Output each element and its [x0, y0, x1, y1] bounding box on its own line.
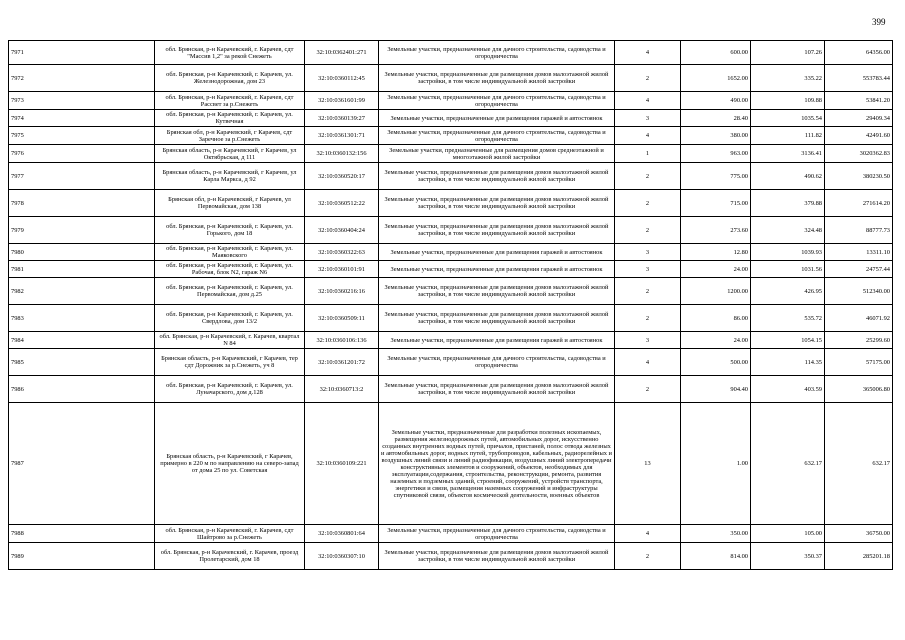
specific-value-cell: 426.95 — [751, 278, 825, 305]
specific-value-cell: 1054.15 — [751, 332, 825, 349]
land-use-cell: Земельные участки, предназначенные для размещения домов среднеэтажной и многоэтажной жилой застройки — [379, 145, 615, 163]
row-number: 7983 — [9, 305, 155, 332]
row-number: 7971 — [9, 41, 155, 65]
cadastral-value-cell: 13311.10 — [825, 244, 893, 261]
table-row — [9, 163, 893, 190]
cadastral-number-cell: 32:10:0360307:10 — [305, 543, 379, 570]
address-cell: Брянская обл, р-н Карачевский, г Карачев, сдт Заречное за р.Снежеть — [155, 127, 305, 145]
cadastral-value-cell: 36750.00 — [825, 525, 893, 543]
area-cell: 380.00 — [681, 127, 751, 145]
table-row — [9, 244, 893, 261]
row-number: 7985 — [9, 349, 155, 376]
table-row — [9, 65, 893, 92]
table-row — [9, 332, 893, 349]
land-use-cell: Земельные участки, предназначенные для размещения домов малоэтажной жилой застройки, в том числе индивидуальной жилой застройки — [379, 305, 615, 332]
cadastral-value-cell: 271614.20 — [825, 190, 893, 217]
cadastral-value-cell: 24757.44 — [825, 261, 893, 278]
area-cell: 963.00 — [681, 145, 751, 163]
use-code-cell: 3 — [615, 244, 681, 261]
address-cell: обл. Брянская, р-н Карачевский, г. Карачев, ул. Рабочая, блок N2, гараж N6 — [155, 261, 305, 278]
land-use-cell: Земельные участки, предназначенные для дачного строительства, садоводства и огородничества — [379, 349, 615, 376]
use-code-cell: 2 — [615, 65, 681, 92]
area-cell: 350.00 — [681, 525, 751, 543]
area-cell: 500.00 — [681, 349, 751, 376]
address-cell: Брянская обл, р-н Карачевский, г Карачев, ул Первомайская, дом 138 — [155, 190, 305, 217]
address-cell: обл. Брянская, р-н Карачевский, г. Карачев, сдт "Массив 1,2" за рекой Снежеть — [155, 41, 305, 65]
cadastral-value-cell: 553783.44 — [825, 65, 893, 92]
use-code-cell: 4 — [615, 92, 681, 110]
address-cell: Брянская область, р-н Карачевский, г Карачев, примерно в 220 м по направлению на северо-запад от дома 25 по ул. Советская — [155, 403, 305, 525]
land-use-cell: Земельные участки, предназначенные для размещения домов малоэтажной жилой застройки, в том числе индивидуальной жилой застройки — [379, 543, 615, 570]
area-cell: 28.40 — [681, 110, 751, 127]
cadastral-number-cell: 32:10:0360101:91 — [305, 261, 379, 278]
area-cell: 24.00 — [681, 332, 751, 349]
row-number: 7979 — [9, 217, 155, 244]
cadastral-number-cell: 32:10:0360512:22 — [305, 190, 379, 217]
use-code-cell: 2 — [615, 163, 681, 190]
specific-value-cell: 3136.41 — [751, 145, 825, 163]
row-number: 7984 — [9, 332, 155, 349]
area-cell: 814.00 — [681, 543, 751, 570]
specific-value-cell: 105.00 — [751, 525, 825, 543]
cadastral-value-cell: 285201.18 — [825, 543, 893, 570]
cadastral-value-cell: 512340.00 — [825, 278, 893, 305]
land-use-cell: Земельные участки, предназначенные для дачного строительства, садоводства и огородничества — [379, 525, 615, 543]
table-row — [9, 543, 893, 570]
row-number: 7978 — [9, 190, 155, 217]
land-use-cell: Земельные участки, предназначенные для размещения гаражей и автостоянок — [379, 244, 615, 261]
land-use-cell: Земельные участки, предназначенные для размещения гаражей и автостоянок — [379, 110, 615, 127]
land-use-cell: Земельные участки, предназначенные для дачного строительства, садоводства и огородничества — [379, 127, 615, 145]
cadastral-value-cell: 88777.73 — [825, 217, 893, 244]
page-number: 399 — [872, 17, 886, 27]
area-cell: 12.80 — [681, 244, 751, 261]
row-number: 7973 — [9, 92, 155, 110]
table-row — [9, 110, 893, 127]
cadastral-number-cell: 32:10:0360132:156 — [305, 145, 379, 163]
use-code-cell: 3 — [615, 110, 681, 127]
cadastral-number-cell: 32:10:0360509:11 — [305, 305, 379, 332]
area-cell: 715.00 — [681, 190, 751, 217]
use-code-cell: 2 — [615, 543, 681, 570]
row-number: 7989 — [9, 543, 155, 570]
specific-value-cell: 535.72 — [751, 305, 825, 332]
use-code-cell: 4 — [615, 41, 681, 65]
use-code-cell: 2 — [615, 305, 681, 332]
address-cell: обл. Брянская, р-н Карачевский, г. Карачев, сдт Шайтрово за р.Снежеть — [155, 525, 305, 543]
table-row — [9, 376, 893, 403]
use-code-cell: 2 — [615, 217, 681, 244]
land-use-cell: Земельные участки, предназначенные для размещения домов малоэтажной жилой застройки, в том числе индивидуальной жилой застройки — [379, 376, 615, 403]
cadastral-number-cell: 32:10:0360139:27 — [305, 110, 379, 127]
table-row — [9, 41, 893, 65]
row-number: 7975 — [9, 127, 155, 145]
land-use-cell: Земельные участки, предназначенные для размещения домов малоэтажной жилой застройки, в том числе индивидуальной жилой застройки — [379, 65, 615, 92]
cadastral-number-cell: 32:10:0360801:64 — [305, 525, 379, 543]
area-cell: 1200.00 — [681, 278, 751, 305]
table-row — [9, 403, 893, 525]
specific-value-cell: 350.37 — [751, 543, 825, 570]
cadastral-value-table — [8, 40, 893, 570]
area-cell: 86.00 — [681, 305, 751, 332]
use-code-cell: 2 — [615, 278, 681, 305]
specific-value-cell: 403.59 — [751, 376, 825, 403]
cadastral-value-cell: 53841.20 — [825, 92, 893, 110]
address-cell: обл. Брянская, р-н Карачевский, г. Карачев, сдт Рассвет за р.Снежеть — [155, 92, 305, 110]
row-number: 7982 — [9, 278, 155, 305]
table-row — [9, 261, 893, 278]
specific-value-cell: 632.17 — [751, 403, 825, 525]
cadastral-value-cell: 57175.00 — [825, 349, 893, 376]
address-cell: обл. Брянская, р-н Карачевский, г. Карачев, проезд Пролетарский, дом 18 — [155, 543, 305, 570]
use-code-cell: 4 — [615, 127, 681, 145]
row-number: 7976 — [9, 145, 155, 163]
use-code-cell: 2 — [615, 190, 681, 217]
address-cell: Брянская область, р-н Карачевский, г Карачев, тер сдт Дорожник за р.Снежеть, уч 8 — [155, 349, 305, 376]
specific-value-cell: 324.48 — [751, 217, 825, 244]
specific-value-cell: 335.22 — [751, 65, 825, 92]
table-row — [9, 349, 893, 376]
land-use-cell: Земельные участки, предназначенные для размещения гаражей и автостоянок — [379, 332, 615, 349]
address-cell: обл. Брянская, р-н Карачевский, г. Карачев, ул. Горького, дом 18 — [155, 217, 305, 244]
cadastral-number-cell: 32:10:0360404:24 — [305, 217, 379, 244]
cadastral-value-cell: 42491.60 — [825, 127, 893, 145]
cadastral-number-cell: 32:10:0360713:2 — [305, 376, 379, 403]
land-use-cell: Земельные участки, предназначенные для разработки полезных ископаемых, размещения железнодорожных путей, автомобильных дорог, искусственно созданных внутренних водных путей, причалов, пристаней, полос отвода железных и автомобильных дорог, водных путей, трубопроводов, кабельных, радиорелейных и воздушных линий связи и линий радиофикации, воздушных линий электропередачи конструктивных элементов и сооружений, объектов, необходимых для эксплуатации,содержания, строительства, реконструкции, ремонта, развития наземных и подземных зданий, строений, сооружений, устройств транспорта, энергетики и связи, размещения наземных сооружений и инфраструктуры спутниковой связи, объектов космической деятельности, военных объектов — [379, 403, 615, 525]
specific-value-cell: 490.62 — [751, 163, 825, 190]
address-cell: Брянская область, р-н Карачевский, г Карачев, ул Карла Маркса, д 92 — [155, 163, 305, 190]
table-row — [9, 305, 893, 332]
area-cell: 600.00 — [681, 41, 751, 65]
cadastral-number-cell: 32:10:0361601:99 — [305, 92, 379, 110]
cadastral-value-cell: 365006.80 — [825, 376, 893, 403]
cadastral-value-cell: 3020362.83 — [825, 145, 893, 163]
cadastral-value-cell: 25299.60 — [825, 332, 893, 349]
cadastral-value-cell: 632.17 — [825, 403, 893, 525]
address-cell: обл. Брянская, р-н Карачевский, г. Карачев, квартал N 84 — [155, 332, 305, 349]
use-code-cell: 4 — [615, 525, 681, 543]
specific-value-cell: 1039.93 — [751, 244, 825, 261]
row-number: 7974 — [9, 110, 155, 127]
table-row — [9, 127, 893, 145]
use-code-cell: 3 — [615, 332, 681, 349]
cadastral-number-cell: 32:10:0360216:16 — [305, 278, 379, 305]
table-row — [9, 525, 893, 543]
area-cell: 273.60 — [681, 217, 751, 244]
table-row — [9, 145, 893, 163]
area-cell: 24.00 — [681, 261, 751, 278]
specific-value-cell: 111.82 — [751, 127, 825, 145]
address-cell: обл. Брянская, р-н Карачевский, г. Карачев, ул. Железнодорожная, дом 23 — [155, 65, 305, 92]
specific-value-cell: 1031.56 — [751, 261, 825, 278]
cadastral-number-cell: 32:10:0360520:17 — [305, 163, 379, 190]
cadastral-value-cell: 29409.34 — [825, 110, 893, 127]
cadastral-number-cell: 32:10:0360106:136 — [305, 332, 379, 349]
area-cell: 1652.00 — [681, 65, 751, 92]
use-code-cell: 13 — [615, 403, 681, 525]
area-cell: 1.00 — [681, 403, 751, 525]
cadastral-number-cell: 32:10:0360112:45 — [305, 65, 379, 92]
table-row — [9, 190, 893, 217]
use-code-cell: 4 — [615, 349, 681, 376]
land-use-cell: Земельные участки, предназначенные для размещения домов малоэтажной жилой застройки, в том числе индивидуальной жилой застройки — [379, 163, 615, 190]
land-use-cell: Земельные участки, предназначенные для размещения гаражей и автостоянок — [379, 261, 615, 278]
land-use-cell: Земельные участки, предназначенные для дачного строительства, садоводства и огородничества — [379, 92, 615, 110]
specific-value-cell: 107.26 — [751, 41, 825, 65]
row-number: 7987 — [9, 403, 155, 525]
specific-value-cell: 379.88 — [751, 190, 825, 217]
cadastral-number-cell: 32:10:0361201:72 — [305, 349, 379, 376]
land-use-cell: Земельные участки, предназначенные для размещения домов малоэтажной жилой застройки, в том числе индивидуальной жилой застройки — [379, 217, 615, 244]
use-code-cell: 2 — [615, 376, 681, 403]
specific-value-cell: 109.88 — [751, 92, 825, 110]
address-cell: обл. Брянская, р-н Карачевский, г. Карачев, ул. Свердлова, дом 13/2 — [155, 305, 305, 332]
cadastral-number-cell: 32:10:0362401:271 — [305, 41, 379, 65]
area-cell: 904.40 — [681, 376, 751, 403]
table-row — [9, 92, 893, 110]
table-row — [9, 217, 893, 244]
address-cell: обл. Брянская, р-н Карачевский, г. Карачев, ул. Первомайская, дом д.25 — [155, 278, 305, 305]
area-cell: 775.00 — [681, 163, 751, 190]
row-number: 7977 — [9, 163, 155, 190]
cadastral-value-cell: 380230.50 — [825, 163, 893, 190]
row-number: 7980 — [9, 244, 155, 261]
address-cell: Брянская область, р-н Карачевский, г Карачев, ул Октябрьская, д 111 — [155, 145, 305, 163]
address-cell: обл. Брянская, р-н Карачевский, г. Карачев, ул. Луначарского, дом д.128 — [155, 376, 305, 403]
cadastral-number-cell: 32:10:0360109:221 — [305, 403, 379, 525]
cadastral-number-cell: 32:10:0361301:71 — [305, 127, 379, 145]
area-cell: 490.00 — [681, 92, 751, 110]
specific-value-cell: 1035.54 — [751, 110, 825, 127]
use-code-cell: 3 — [615, 261, 681, 278]
specific-value-cell: 114.35 — [751, 349, 825, 376]
row-number: 7988 — [9, 525, 155, 543]
row-number: 7972 — [9, 65, 155, 92]
land-use-cell: Земельные участки, предназначенные для размещения домов малоэтажной жилой застройки, в том числе индивидуальной жилой застройки — [379, 278, 615, 305]
address-cell: обл. Брянская, р-н Карачевский, г. Карачев, ул. Маяковского — [155, 244, 305, 261]
cadastral-value-cell: 46071.92 — [825, 305, 893, 332]
table-row — [9, 278, 893, 305]
address-cell: обл. Брянская, р-н Карачевский, г. Карачев, ул. Кутвечная — [155, 110, 305, 127]
cadastral-number-cell: 32:10:0360322:63 — [305, 244, 379, 261]
row-number: 7986 — [9, 376, 155, 403]
land-use-cell: Земельные участки, предназначенные для дачного строительства, садоводства и огородничества — [379, 41, 615, 65]
use-code-cell: 1 — [615, 145, 681, 163]
land-use-cell: Земельные участки, предназначенные для размещения домов малоэтажной жилой застройки, в том числе индивидуальной жилой застройки — [379, 190, 615, 217]
row-number: 7981 — [9, 261, 155, 278]
cadastral-value-cell: 64356.00 — [825, 41, 893, 65]
